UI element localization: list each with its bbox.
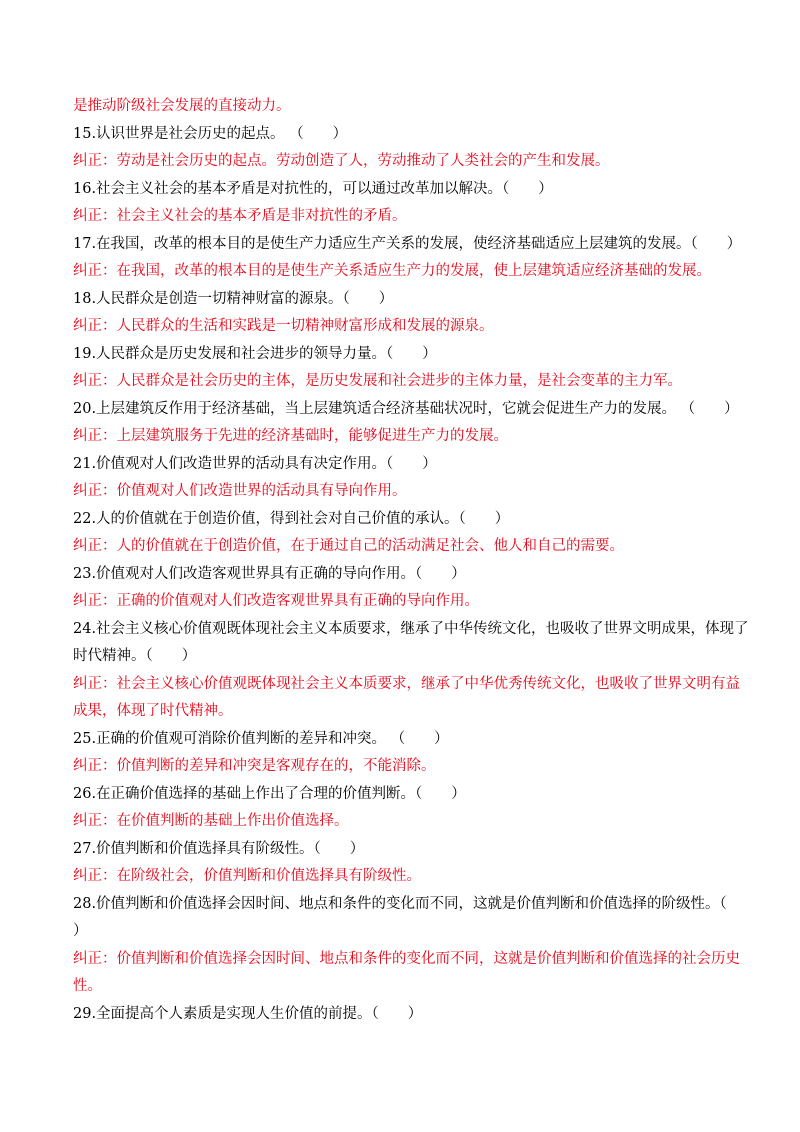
question-line: 24.社会主义核心价值观既体现社会主义本质要求，继承了中华传统文化，也吸收了世界文明成果，体现了 (73, 620, 749, 637)
question-line: 时代精神。（ ） (73, 648, 197, 664)
correction-line: 纠正：社会主义社会的基本矛盾是非对抗性的矛盾。 (73, 208, 407, 224)
question-line: 29.全面提高个人素质是实现人生价值的前提。（ ） (73, 1005, 423, 1022)
correction-line: 性。 (73, 978, 102, 994)
correction-line: 纠正：价值判断和价值选择会因时间、地点和条件的变化而不同，这就是价值判断和价值选择的社会历史 (73, 950, 740, 967)
question-line: 27.价值判断和价值选择具有阶级性。（ ） (73, 840, 365, 857)
question-line: 15.认识世界是社会历史的起点。 （ ） (73, 125, 348, 142)
correction-line: 成果，体现了时代精神。 (73, 703, 233, 719)
correction-line: 纠正：劳动是社会历史的起点。劳动创造了人，劳动推动了人类社会的产生和发展。 (73, 153, 610, 169)
question-line: 18.人民群众是创造一切精神财富的源泉。（ ） (73, 290, 394, 307)
question-line: 20.上层建筑反作用于经济基础，当上层建筑适合经济基础状况时，它就会促进生产力的发展。 （ ） (73, 400, 739, 417)
correction-line: 纠正：价值判断的差异和冲突是客观存在的，不能消除。 (73, 758, 436, 774)
correction-line: 纠正：上层建筑服务于先进的经济基础时，能够促进生产力的发展。 (73, 428, 508, 444)
correction-line: 纠正：社会主义核心价值观既体现社会主义本质要求，继承了中华优秀传统文化，也吸收了世界文明有益 (73, 675, 740, 692)
question-line: ） (73, 923, 88, 939)
question-line: 28.价值判断和价值选择会因时间、地点和条件的变化而不同，这就是价值判断和价值选择的阶级性。（ (73, 895, 727, 912)
question-line: 16.社会主义社会的基本矛盾是对抗性的，可以通过改革加以解决。（ ） (73, 180, 553, 197)
question-line: 21.价值观对人们改造世界的活动具有决定作用。（ ） (73, 455, 437, 472)
question-line: 25.正确的价值观可消除价值判断的差异和冲突。 （ ） (73, 730, 449, 747)
correction-line: 纠正：人民群众是社会历史的主体，是历史发展和社会进步的主体力量，是社会变革的主力军。 (73, 373, 682, 389)
correction-line: 纠正：正确的价值观对人们改造客观世界具有正确的导向作用。 (73, 593, 479, 609)
question-line: 22.人的价值就在于创造价值，得到社会对自己价值的承认。（ ） (73, 510, 510, 527)
correction-line: 纠正：在我国，改革的根本目的是使生产关系适应生产力的发展，使上层建筑适应经济基础的发展。 (73, 263, 711, 279)
question-line: 19.人民群众是历史发展和社会进步的领导力量。（ ） (73, 345, 437, 362)
question-line: 23.价值观对人们改造客观世界具有正确的导向作用。（ ） (73, 565, 466, 582)
question-line: 26.在正确价值选择的基础上作出了合理的价值判断。（ ） (73, 785, 466, 802)
document-body (73, 93, 749, 1028)
correction-line: 纠正：在阶级社会，价值判断和价值选择具有阶级性。 (73, 868, 421, 884)
question-line: 17.在我国，改革的根本目的是使生产力适应生产关系的发展，使经济基础适应上层建筑的发展。（ ） (73, 235, 742, 252)
correction-line: 纠正：价值观对人们改造世界的活动具有导向作用。 (73, 483, 407, 499)
correction-line: 纠正：人的价值就在于创造价值，在于通过自己的活动满足社会、他人和自己的需要。 (73, 538, 624, 554)
correction-line: 是推动阶级社会发展的直接动力。 (73, 98, 291, 114)
correction-line: 纠正：在价值判断的基础上作出价值选择。 (73, 813, 349, 829)
correction-line: 纠正：人民群众的生活和实践是一切精神财富形成和发展的源泉。 (73, 318, 494, 334)
